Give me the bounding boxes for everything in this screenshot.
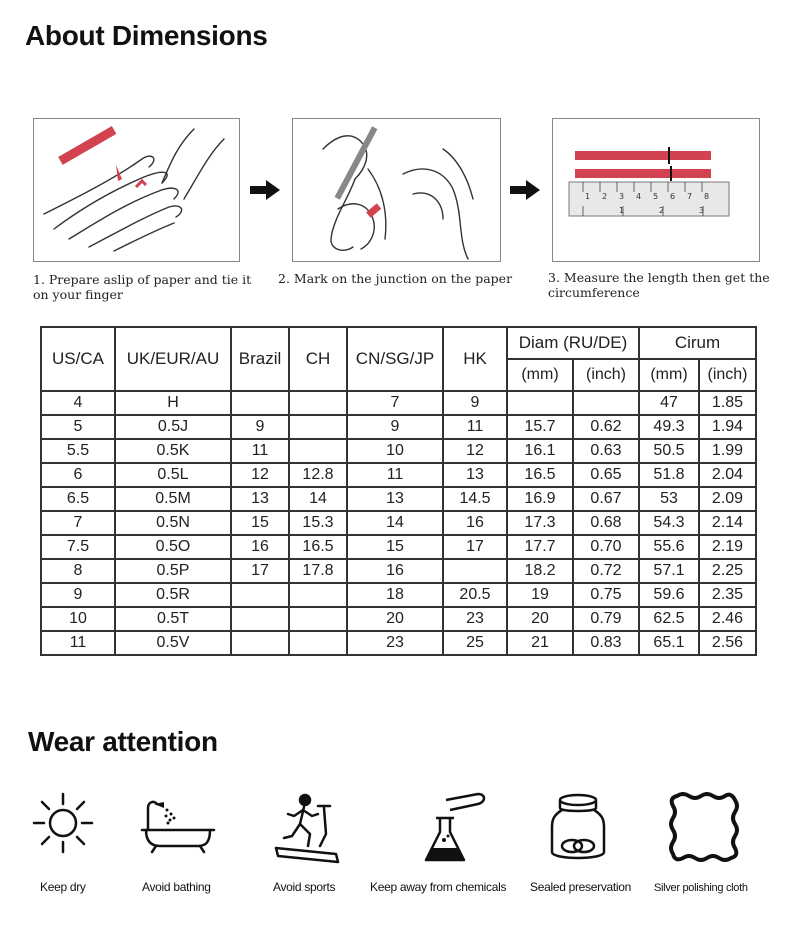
table-cell: 9 bbox=[443, 391, 507, 415]
table-cell: 7 bbox=[347, 391, 443, 415]
table-cell: 10 bbox=[41, 607, 115, 631]
table-row bbox=[41, 415, 756, 439]
table-cell: 11 bbox=[231, 439, 289, 463]
table-cell: 20 bbox=[507, 607, 573, 631]
step-1-caption: 1. Prepare aslip of paper and tie it on your finger bbox=[33, 272, 252, 302]
table-cell bbox=[231, 631, 289, 655]
care-label-avoid-bathing: Avoid bathing bbox=[142, 880, 211, 894]
table-cell: 0.79 bbox=[573, 607, 639, 631]
table-cell bbox=[289, 391, 347, 415]
table-cell: 54.3 bbox=[639, 511, 699, 535]
table-cell: 16.5 bbox=[289, 535, 347, 559]
table-cell: 14 bbox=[289, 487, 347, 511]
header-hk: HK bbox=[443, 327, 507, 391]
table-cell: 15 bbox=[231, 511, 289, 535]
table-cell: 16.5 bbox=[507, 463, 573, 487]
subheader-diam-inch: (inch) bbox=[573, 359, 639, 391]
ruler-bottom-tick: 1 bbox=[619, 206, 625, 215]
table-cell: 18.2 bbox=[507, 559, 573, 583]
table-cell: 2.04 bbox=[699, 463, 756, 487]
step-2-illustration bbox=[292, 118, 501, 262]
care-label-sealed: Sealed preservation bbox=[530, 880, 632, 894]
table-cell: 15.7 bbox=[507, 415, 573, 439]
table-cell: 2.09 bbox=[699, 487, 756, 511]
hand-with-paper-strip-icon bbox=[34, 119, 239, 261]
table-cell: 12 bbox=[443, 439, 507, 463]
table-row bbox=[41, 583, 756, 607]
table-cell: 0.5K bbox=[115, 439, 231, 463]
about-dimensions-heading: About Dimensions bbox=[25, 20, 268, 51]
table-cell: 10 bbox=[347, 439, 443, 463]
header-uk-eur-au: UK/EUR/AU bbox=[115, 327, 231, 391]
table-cell: 17 bbox=[231, 559, 289, 583]
care-label-avoid-sports: Avoid sports bbox=[273, 880, 336, 894]
table-cell: 14 bbox=[347, 511, 443, 535]
table-row bbox=[41, 535, 756, 559]
table-cell: 2.14 bbox=[699, 511, 756, 535]
table-cell: 0.5J bbox=[115, 415, 231, 439]
flask-icon bbox=[418, 792, 492, 866]
cloth-icon bbox=[669, 792, 739, 862]
table-cell: 2.46 bbox=[699, 607, 756, 631]
arrow-right-icon bbox=[250, 180, 280, 200]
ruler-top-tick: 2 bbox=[602, 192, 608, 201]
table-cell bbox=[289, 607, 347, 631]
table-cell: 5.5 bbox=[41, 439, 115, 463]
step-2-caption: 2. Mark on the junction on the paper bbox=[278, 271, 513, 286]
ruler-top-tick: 6 bbox=[670, 192, 676, 201]
table-cell: 20.5 bbox=[443, 583, 507, 607]
table-cell: 49.3 bbox=[639, 415, 699, 439]
table-cell: 0.72 bbox=[573, 559, 639, 583]
table-cell: 0.68 bbox=[573, 511, 639, 535]
table-cell: 65.1 bbox=[639, 631, 699, 655]
table-cell: 14.5 bbox=[443, 487, 507, 511]
table-cell: 17 bbox=[443, 535, 507, 559]
table-cell: 0.5P bbox=[115, 559, 231, 583]
table-cell: 59.6 bbox=[639, 583, 699, 607]
table-cell: 0.70 bbox=[573, 535, 639, 559]
arrow-right-icon bbox=[510, 180, 540, 200]
table-cell: 11 bbox=[443, 415, 507, 439]
table-cell: 16 bbox=[231, 535, 289, 559]
table-cell: 1.99 bbox=[699, 439, 756, 463]
table-cell: 19 bbox=[507, 583, 573, 607]
table-row bbox=[41, 607, 756, 631]
ruler-top-tick: 5 bbox=[653, 192, 659, 201]
header-us-ca: US/CA bbox=[41, 327, 115, 391]
table-cell: 0.63 bbox=[573, 439, 639, 463]
table-cell: 12.8 bbox=[289, 463, 347, 487]
table-cell bbox=[289, 439, 347, 463]
table-cell: 0.65 bbox=[573, 463, 639, 487]
table-row bbox=[41, 559, 756, 583]
header-brazil: Brazil bbox=[231, 327, 289, 391]
table-cell: 13 bbox=[443, 463, 507, 487]
table-cell: 16 bbox=[443, 511, 507, 535]
step-1-illustration bbox=[33, 118, 240, 262]
table-cell: 0.5T bbox=[115, 607, 231, 631]
table-cell: 12 bbox=[231, 463, 289, 487]
table-row bbox=[41, 631, 756, 655]
table-cell: 25 bbox=[443, 631, 507, 655]
table-cell: 2.25 bbox=[699, 559, 756, 583]
table-cell: 2.56 bbox=[699, 631, 756, 655]
table-cell: 16.9 bbox=[507, 487, 573, 511]
table-cell: 51.8 bbox=[639, 463, 699, 487]
bathtub-icon bbox=[140, 792, 216, 854]
table-cell: 6 bbox=[41, 463, 115, 487]
table-cell bbox=[289, 583, 347, 607]
table-row bbox=[41, 487, 756, 511]
table-row bbox=[41, 463, 756, 487]
table-cell bbox=[289, 415, 347, 439]
table-cell: 4 bbox=[41, 391, 115, 415]
table-cell: 17.7 bbox=[507, 535, 573, 559]
table-cell: 0.67 bbox=[573, 487, 639, 511]
table-cell bbox=[443, 559, 507, 583]
table-cell: 0.5M bbox=[115, 487, 231, 511]
table-cell: 7 bbox=[41, 511, 115, 535]
header-ch: CH bbox=[289, 327, 347, 391]
ruler-bottom-tick: 2 bbox=[659, 206, 665, 215]
table-cell: 2.19 bbox=[699, 535, 756, 559]
ruler-top-tick: 1 bbox=[585, 192, 591, 201]
subheader-cirum-inch: (inch) bbox=[699, 359, 756, 391]
table-cell: 1.94 bbox=[699, 415, 756, 439]
ruler-top-tick: 7 bbox=[687, 192, 693, 201]
table-cell: 15 bbox=[347, 535, 443, 559]
table-header-row bbox=[41, 327, 756, 359]
step-3-illustration bbox=[552, 118, 760, 262]
hand-marking-paper-icon bbox=[293, 119, 500, 261]
ruler-top-tick: 8 bbox=[704, 192, 710, 201]
table-cell: 20 bbox=[347, 607, 443, 631]
table-cell: 16 bbox=[347, 559, 443, 583]
table-cell: 15.3 bbox=[289, 511, 347, 535]
ruler-top-tick: 4 bbox=[636, 192, 642, 201]
table-cell: 11 bbox=[41, 631, 115, 655]
table-cell: 0.5O bbox=[115, 535, 231, 559]
table-cell: 0.5V bbox=[115, 631, 231, 655]
subheader-diam-mm: (mm) bbox=[507, 359, 573, 391]
table-cell: 13 bbox=[347, 487, 443, 511]
subheader-cirum-mm: (mm) bbox=[639, 359, 699, 391]
table-cell: 21 bbox=[507, 631, 573, 655]
table-cell: 17.8 bbox=[289, 559, 347, 583]
treadmill-icon bbox=[272, 792, 346, 864]
table-cell: 7.5 bbox=[41, 535, 115, 559]
table-cell: 47 bbox=[639, 391, 699, 415]
table-cell bbox=[231, 607, 289, 631]
table-row bbox=[41, 511, 756, 535]
table-cell: 6.5 bbox=[41, 487, 115, 511]
ruler-measurement-icon bbox=[553, 119, 759, 261]
table-cell: 2.35 bbox=[699, 583, 756, 607]
table-cell bbox=[231, 583, 289, 607]
jar-icon bbox=[546, 792, 610, 862]
wear-attention-heading: Wear attention bbox=[28, 726, 218, 757]
table-cell: 18 bbox=[347, 583, 443, 607]
table-cell bbox=[231, 391, 289, 415]
care-label-keep-dry: Keep dry bbox=[40, 880, 86, 894]
table-cell: 50.5 bbox=[639, 439, 699, 463]
care-label-chemicals: Keep away from chemicals bbox=[370, 880, 507, 894]
table-cell: 23 bbox=[443, 607, 507, 631]
ruler-top-tick: 3 bbox=[619, 192, 625, 201]
table-cell: 9 bbox=[41, 583, 115, 607]
table-cell: 23 bbox=[347, 631, 443, 655]
table-cell: 0.5R bbox=[115, 583, 231, 607]
table-cell: 1.85 bbox=[699, 391, 756, 415]
table-cell bbox=[573, 391, 639, 415]
table-cell: 57.1 bbox=[639, 559, 699, 583]
table-cell bbox=[289, 631, 347, 655]
table-cell: 17.3 bbox=[507, 511, 573, 535]
care-label-polishing-cloth: Silver polishing cloth bbox=[654, 882, 748, 894]
table-cell: 9 bbox=[347, 415, 443, 439]
table-cell: 0.75 bbox=[573, 583, 639, 607]
table-cell: 0.5L bbox=[115, 463, 231, 487]
header-cn-sg-jp: CN/SG/JP bbox=[347, 327, 443, 391]
table-cell: 55.6 bbox=[639, 535, 699, 559]
table-cell: 0.62 bbox=[573, 415, 639, 439]
table-cell: 62.5 bbox=[639, 607, 699, 631]
table-cell: 0.83 bbox=[573, 631, 639, 655]
table-cell: 53 bbox=[639, 487, 699, 511]
table-cell: 16.1 bbox=[507, 439, 573, 463]
ruler-bottom-tick: 3 bbox=[699, 206, 705, 215]
table-row bbox=[41, 439, 756, 463]
ring-size-table bbox=[40, 326, 757, 656]
sun-icon bbox=[32, 792, 94, 854]
header-cirum: Cirum bbox=[639, 327, 756, 359]
table-cell: 11 bbox=[347, 463, 443, 487]
table-cell: 5 bbox=[41, 415, 115, 439]
header-diam: Diam (RU/DE) bbox=[507, 327, 639, 359]
table-cell: H bbox=[115, 391, 231, 415]
table-cell: 8 bbox=[41, 559, 115, 583]
table-cell: 9 bbox=[231, 415, 289, 439]
table-row bbox=[41, 391, 756, 415]
table-cell bbox=[507, 391, 573, 415]
table-cell: 13 bbox=[231, 487, 289, 511]
step-3-caption: 3. Measure the length then get the circumference bbox=[548, 270, 770, 300]
table-cell: 0.5N bbox=[115, 511, 231, 535]
